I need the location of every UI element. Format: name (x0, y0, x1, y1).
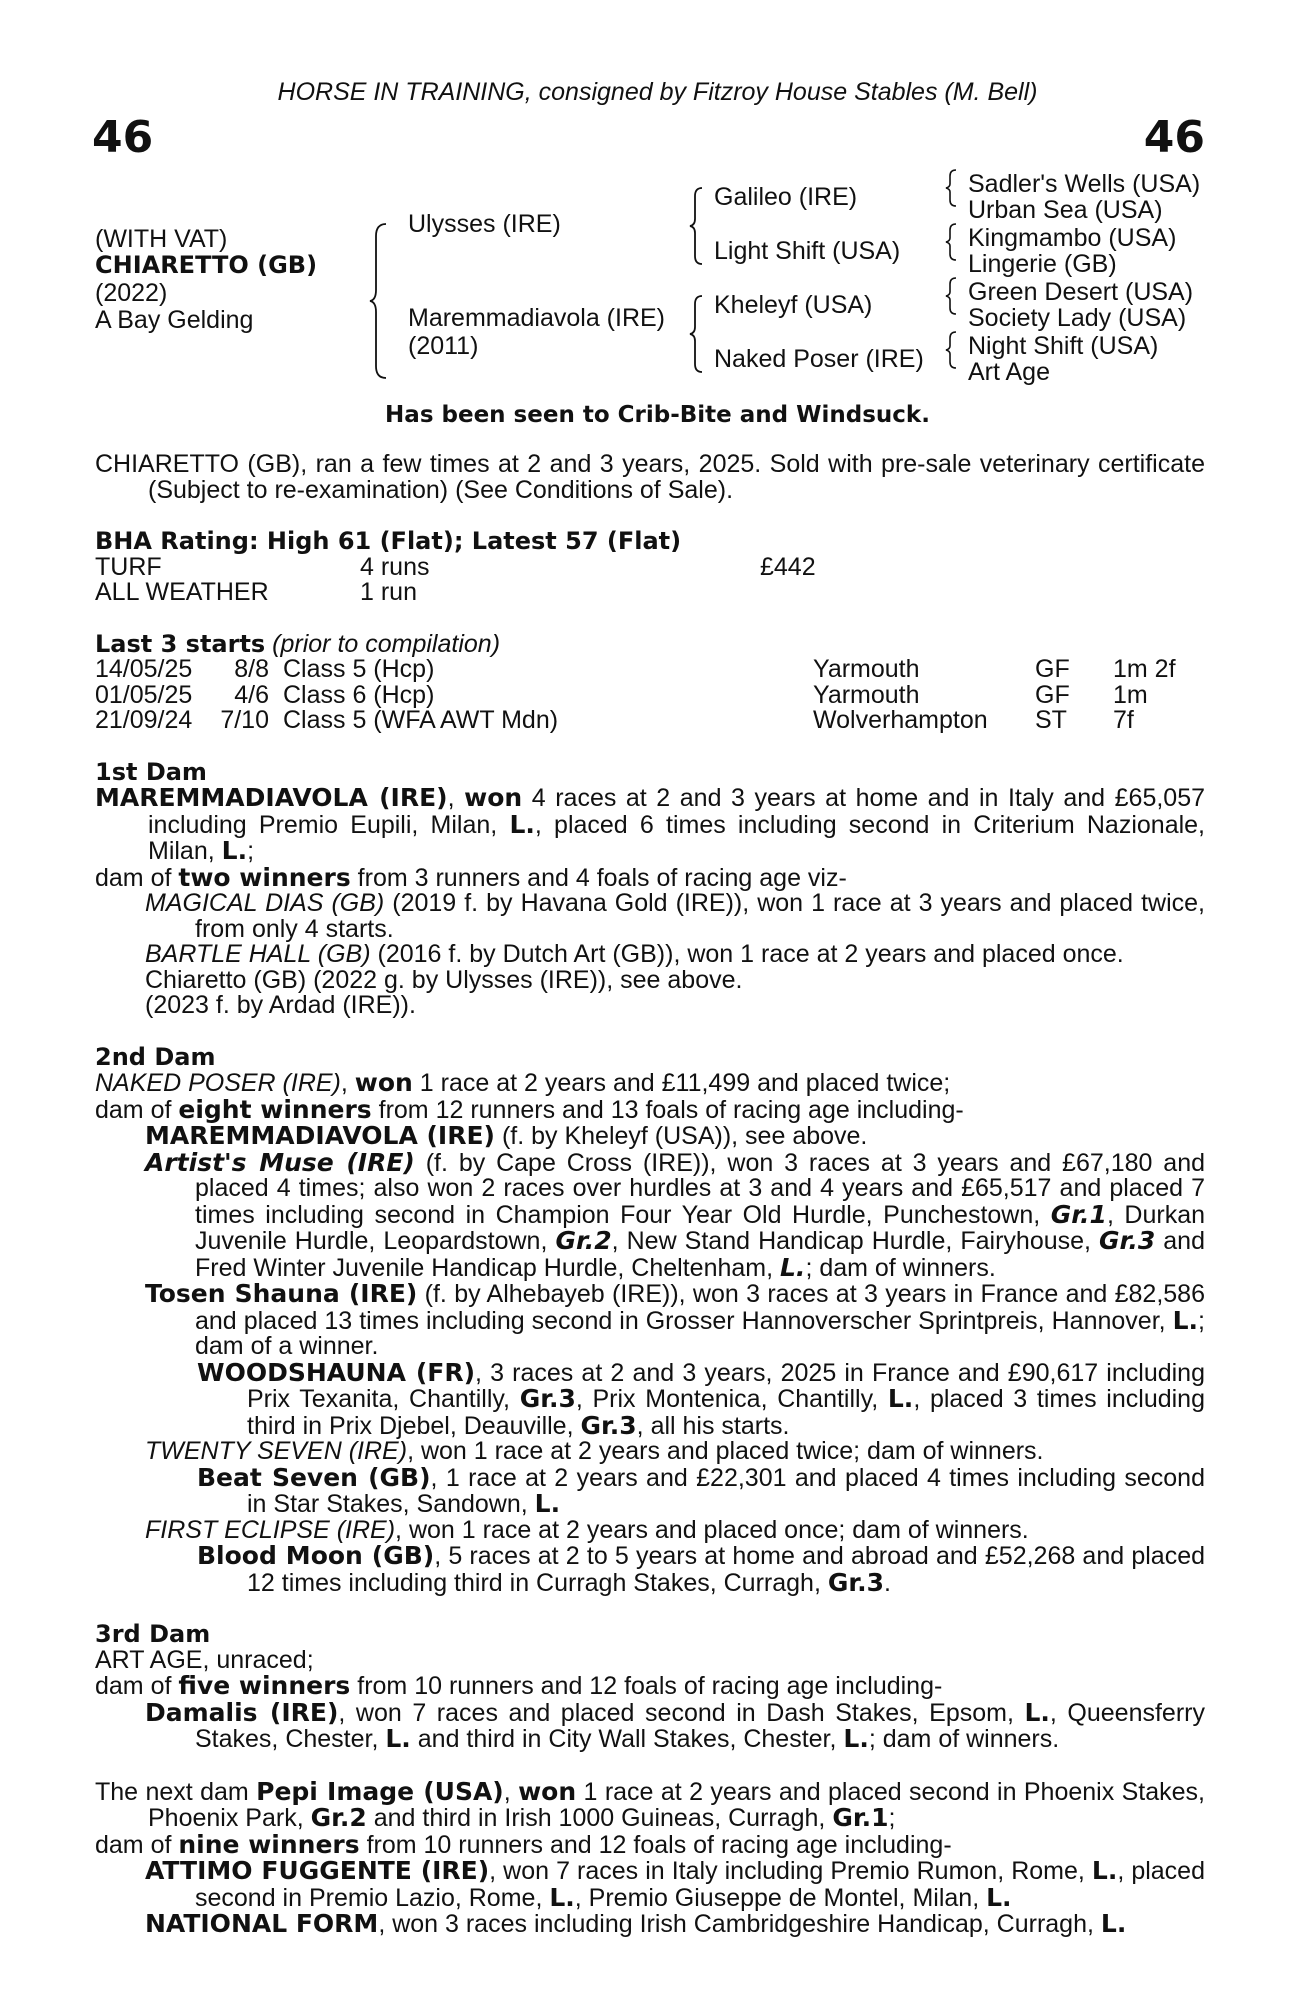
pedigree-dam-dam: Naked Poser (IRE) (714, 345, 924, 373)
second-dam-produce: dam of eight winners from 12 runners and 13 foals of racing age including- (95, 1094, 964, 1124)
first-dam-produce: dam of two winners from 3 runners and 4 foals of racing age viz- (95, 862, 847, 892)
produce-item: MAGICAL DIAS (GB) (2019 f. by Havana Gold (IRE)), won 1 race at 3 years and placed twice, from only 4 starts. (145, 889, 1205, 943)
pedigree-brace-main (368, 222, 394, 380)
produce-item: Chiaretto (GB) (2022 g. by Ulysses (IRE)), see above. (145, 965, 743, 994)
second-dam-heading: 2nd Dam (95, 1042, 216, 1071)
aw-label: ALL WEATHER (95, 578, 269, 606)
pedigree-dam: Maremmadiavola (IRE) (408, 304, 666, 332)
horse-name: CHIARETTO (GB) (95, 251, 318, 279)
pedigree-g1: Sadler's Wells (USA) (968, 170, 1201, 198)
start-course: Yarmouth (813, 680, 920, 709)
produce-item: NATIONAL FORM, won 3 races including Irish Cambridgeshire Handicap, Curragh, L. (145, 1909, 1127, 1938)
lot-number-left: 46 (92, 112, 154, 163)
first-dam-heading: 1st Dam (95, 757, 207, 786)
pedigree-sire-dam: Light Shift (USA) (714, 237, 901, 265)
rating-row-aw (95, 580, 816, 606)
last-starts-section (95, 629, 1205, 734)
first-dam-section (95, 757, 1205, 1019)
third-dam-record: ART AGE, unraced; (95, 1645, 314, 1674)
third-dam-section (95, 1622, 1205, 1753)
consignor-header: HORSE IN TRAINING, consigned by Fitzroy House Stables (M. Bell) (277, 78, 1038, 106)
catalogue-body (95, 452, 1205, 1938)
pedigree-dam-year: (2011) (408, 332, 479, 360)
last-starts-title: Last 3 starts (95, 629, 266, 658)
pedigree-brace-dd (944, 330, 962, 370)
start-row (95, 657, 1176, 683)
next-dam-section (95, 1776, 1205, 1938)
pedigree-brace-sd (944, 222, 962, 262)
rating-title: BHA Rating: High 61 (Flat); Latest 57 (Flat) (95, 527, 682, 555)
start-position: 4/6 (234, 680, 269, 709)
third-dam-produce: dam of five winners from 10 runners and 12 foals of racing age including- (95, 1671, 943, 1700)
produce-item: TWENTY SEVEN (IRE), won 1 race at 2 years and placed twice; dam of winners. (145, 1437, 1044, 1465)
start-date: 14/05/25 (95, 655, 193, 683)
start-course: Yarmouth (813, 655, 920, 683)
start-race: Class 5 (WFA AWT Mdn) (283, 706, 559, 734)
produce-item: ATTIMO FUGGENTE (IRE), won 7 races in Italy including Premio Rumon, Rome, L., placed second in Premio Lazio, Rome, L., Premio Giuseppe de Montel, Milan, L. (145, 1856, 1205, 1912)
start-position: 7/10 (220, 706, 269, 734)
start-distance: 1m 2f (1113, 655, 1176, 683)
second-dam-section (95, 1042, 1206, 1597)
start-distance: 1m (1113, 680, 1148, 709)
start-date: 01/05/25 (95, 680, 193, 709)
next-dam-record: The next dam Pepi Image (USA), won 1 race at 2 years and placed second in Phoenix Stakes, Phoenix Park, Gr.2 and third in Irish 1000 Guineas, Curragh, Gr.1; (95, 1776, 1205, 1832)
pedigree-g4: Lingerie (GB) (968, 250, 1117, 278)
first-dam-record: MAREMMADIAVOLA (IRE), won 4 races at 2 and 3 years at home and in Italy and £65,057 including Premio Eupili, Milan, L., placed 6 times including second in Criterium Nazionale, Milan, L.; (95, 783, 1205, 865)
pedigree-g2: Urban Sea (USA) (968, 196, 1163, 224)
start-going: ST (1035, 706, 1067, 734)
last-starts-note: (prior to compilation) (272, 629, 501, 658)
pedigree-sire-sire: Galileo (IRE) (714, 183, 858, 211)
rating-section (95, 529, 1205, 606)
start-race: Class 6 (Hcp) (283, 680, 435, 709)
turf-runs: 4 runs (360, 552, 430, 581)
start-distance: 7f (1113, 706, 1134, 734)
start-row (95, 683, 1176, 709)
produce-item: BARTLE HALL (GB) (2016 f. by Dutch Art (GB)), won 1 race at 2 years and placed once. (145, 940, 1124, 968)
pedigree-g8: Art Age (968, 358, 1050, 386)
produce-item: FIRST ECLIPSE (IRE), won 1 race at 2 years and placed once; dam of winners. (145, 1515, 1029, 1544)
vat-note: (WITH VAT) (95, 225, 228, 253)
intro-text: CHIARETTO (GB), ran a few times at 2 and 3 years, 2025. Sold with pre-sale veterinary certificate (Subject to re-examination) (See Conditions of Sale). (95, 450, 1205, 504)
start-course: Wolverhampton (813, 706, 988, 734)
pedigree-brace-ss (944, 168, 962, 208)
last-starts-table (95, 657, 1176, 734)
horse-year: (2022) (95, 279, 168, 307)
produce-item: Artist's Muse (IRE) (f. by Cape Cross (IRE)), won 3 races at 3 years and £67,180 and placed 4 times; also won 2 races over hurdles at 3 and 4 years and £65,517 and placed 7 times including second in Champion Four Year Old Hurdle, Punchestown, Gr.1, Durkan Juvenile Hurdle, Leopardstown, Gr.2, New Stand Handicap Hurdle, Fairyhouse, Gr.3 and Fred Winter Juvenile Handicap Hurdle, Cheltenham, L.; dam of winners. (145, 1147, 1206, 1282)
second-dam-record: NAKED POSER (IRE), won 1 race at 2 years and £11,499 and placed twice; (95, 1068, 951, 1097)
turf-prize: £442 (760, 552, 816, 581)
start-going: GF (1035, 655, 1070, 683)
start-race: Class 5 (Hcp) (283, 655, 435, 683)
won-label: won (464, 783, 523, 812)
start-date: 21/09/24 (95, 706, 193, 734)
produce-item: Tosen Shauna (IRE) (f. by Alhebayeb (IRE)), won 3 races at 3 years in France and £82,586 and placed 13 times including second in Grosser Hannoverscher Sprintpreis, Hannover, L.; dam of a winner. (145, 1279, 1205, 1360)
pedigree-sire: Ulysses (IRE) (408, 210, 561, 238)
rating-table (95, 552, 816, 606)
start-position: 8/8 (234, 655, 269, 683)
start-going: GF (1035, 680, 1070, 709)
pedigree-g7: Night Shift (USA) (968, 332, 1159, 360)
pedigree-brace-sire (688, 186, 708, 266)
produce-item: WOODSHAUNA (FR), 3 races at 2 and 3 years, 2025 in France and £90,617 including Prix Texanita, Chantilly, Gr.3, Prix Montenica, Chantilly, L., placed 3 times including third in Prix Djebel, Deauville, Gr.3, all his starts. (197, 1357, 1205, 1440)
lot-number-right: 46 (1143, 112, 1205, 163)
vices-note: Has been seen to Crib-Bite and Windsuck. (385, 402, 930, 428)
turf-label: TURF (95, 552, 162, 581)
produce-item: Blood Moon (GB), 5 races at 2 to 5 years at home and abroad and £52,268 and placed 12 times including third in Curragh Stakes, Curragh, Gr.3. (197, 1541, 1206, 1597)
produce-item: Damalis (IRE), won 7 races and placed second in Dash Stakes, Epsom, L., Queensferry Stakes, Chester, L. and third in City Wall Stakes, Chester, L.; dam of winners. (145, 1697, 1205, 1753)
next-dam-produce: dam of nine winners from 10 runners and 12 foals of racing age including- (95, 1829, 952, 1859)
pedigree-brace-ds (944, 276, 962, 316)
horse-description: A Bay Gelding (95, 306, 254, 334)
start-row (95, 708, 1176, 734)
rating-row-turf (95, 555, 816, 581)
pedigree-brace-dam (688, 294, 708, 374)
produce-item: Beat Seven (GB), 1 race at 2 years and £22,301 and placed 4 times including second in Star Stakes, Sandown, L. (197, 1462, 1205, 1518)
produce-item: MAREMMADIAVOLA (IRE) (f. by Kheleyf (USA)), see above. (145, 1121, 868, 1150)
dam-name: MAREMMADIAVOLA (IRE) (95, 783, 448, 812)
pedigree-dam-sire: Kheleyf (USA) (714, 291, 873, 319)
aw-runs: 1 run (360, 578, 417, 606)
third-dam-heading: 3rd Dam (95, 1620, 211, 1648)
pedigree-g3: Kingmambo (USA) (968, 224, 1177, 252)
pedigree-g5: Green Desert (USA) (968, 278, 1194, 306)
pedigree-g6: Society Lady (USA) (968, 304, 1187, 332)
produce-item: (2023 f. by Ardad (IRE)). (145, 991, 416, 1019)
